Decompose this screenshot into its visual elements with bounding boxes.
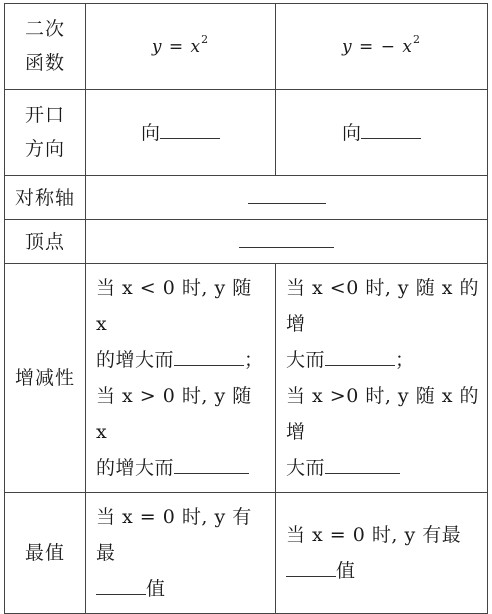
quadratic-properties-table (4, 3, 488, 614)
mono-positive-line2: 的增大而 ； (96, 342, 269, 378)
function-label-cell (5, 4, 86, 90)
mono-negative-line2: 大而 ； (286, 342, 481, 378)
vertex-row (5, 220, 488, 264)
header-row (5, 4, 488, 90)
formula-negative: y = − $x^2$ (342, 33, 421, 57)
mono-positive-blank-1[interactable] (174, 343, 244, 366)
opening-row (5, 90, 488, 176)
vertex-blank[interactable] (239, 229, 334, 248)
mono-positive-blank-2[interactable] (174, 451, 249, 474)
vertex-answer-cell (86, 220, 488, 264)
vertex-label-cell (5, 220, 86, 264)
mono-negative-line1: 当 x <0 时, y 随 x 的增 (286, 277, 479, 335)
function-label: 二次函数 (24, 18, 65, 74)
extremum-negative-cell (276, 493, 488, 614)
opening-label: 开口方向 (24, 104, 65, 160)
extremum-label-cell (5, 493, 86, 614)
mono-positive-line1: 当 x < 0 时, y 随 x (96, 277, 252, 335)
extremum-positive-blank[interactable] (96, 572, 146, 595)
formula-negative-cell (276, 4, 488, 90)
extremum-label: 最值 (24, 542, 65, 564)
axis-label: 对称轴 (14, 186, 75, 209)
mono-negative-blank-2[interactable] (325, 451, 400, 474)
mono-negative-line3: 当 x >0 时, y 随 x 的增 (286, 385, 479, 443)
extremum-negative-line1: 当 x = 0 时, y 有最 (286, 524, 462, 546)
formula-positive-cell (86, 4, 276, 90)
extremum-positive-line2: 值 (96, 571, 269, 607)
axis-row (5, 176, 488, 220)
opening-negative-cell (276, 90, 488, 176)
monotonicity-negative-cell (276, 264, 488, 493)
opening-positive-prefix: 向 (140, 121, 160, 144)
extremum-row (5, 493, 488, 614)
opening-label-cell (5, 90, 86, 176)
opening-negative-prefix: 向 (341, 121, 361, 144)
mono-positive-line4: 的增大而 (96, 450, 269, 486)
monotonicity-label: 增减性 (14, 367, 75, 389)
mono-negative-line4: 大而 (286, 450, 481, 486)
extremum-negative-line2: 值 (286, 553, 481, 589)
extremum-positive-line1: 当 x = 0 时, y 有最 (96, 506, 252, 564)
mono-negative-blank-1[interactable] (325, 343, 395, 366)
vertex-label: 顶点 (24, 230, 65, 253)
formula-positive: $y = x^2$ (151, 33, 210, 57)
extremum-negative-blank[interactable] (286, 554, 336, 577)
axis-answer-cell (86, 176, 488, 220)
axis-blank[interactable] (248, 185, 326, 204)
monotonicity-positive-cell (86, 264, 276, 493)
axis-label-cell (5, 176, 86, 220)
monotonicity-row (5, 264, 488, 493)
monotonicity-label-cell (5, 264, 86, 493)
mono-positive-line3: 当 x > 0 时, y 随 x (96, 385, 252, 443)
opening-positive-cell (86, 90, 276, 176)
extremum-positive-cell (86, 493, 276, 614)
opening-positive-blank[interactable] (160, 116, 220, 139)
opening-negative-blank[interactable] (361, 116, 421, 139)
